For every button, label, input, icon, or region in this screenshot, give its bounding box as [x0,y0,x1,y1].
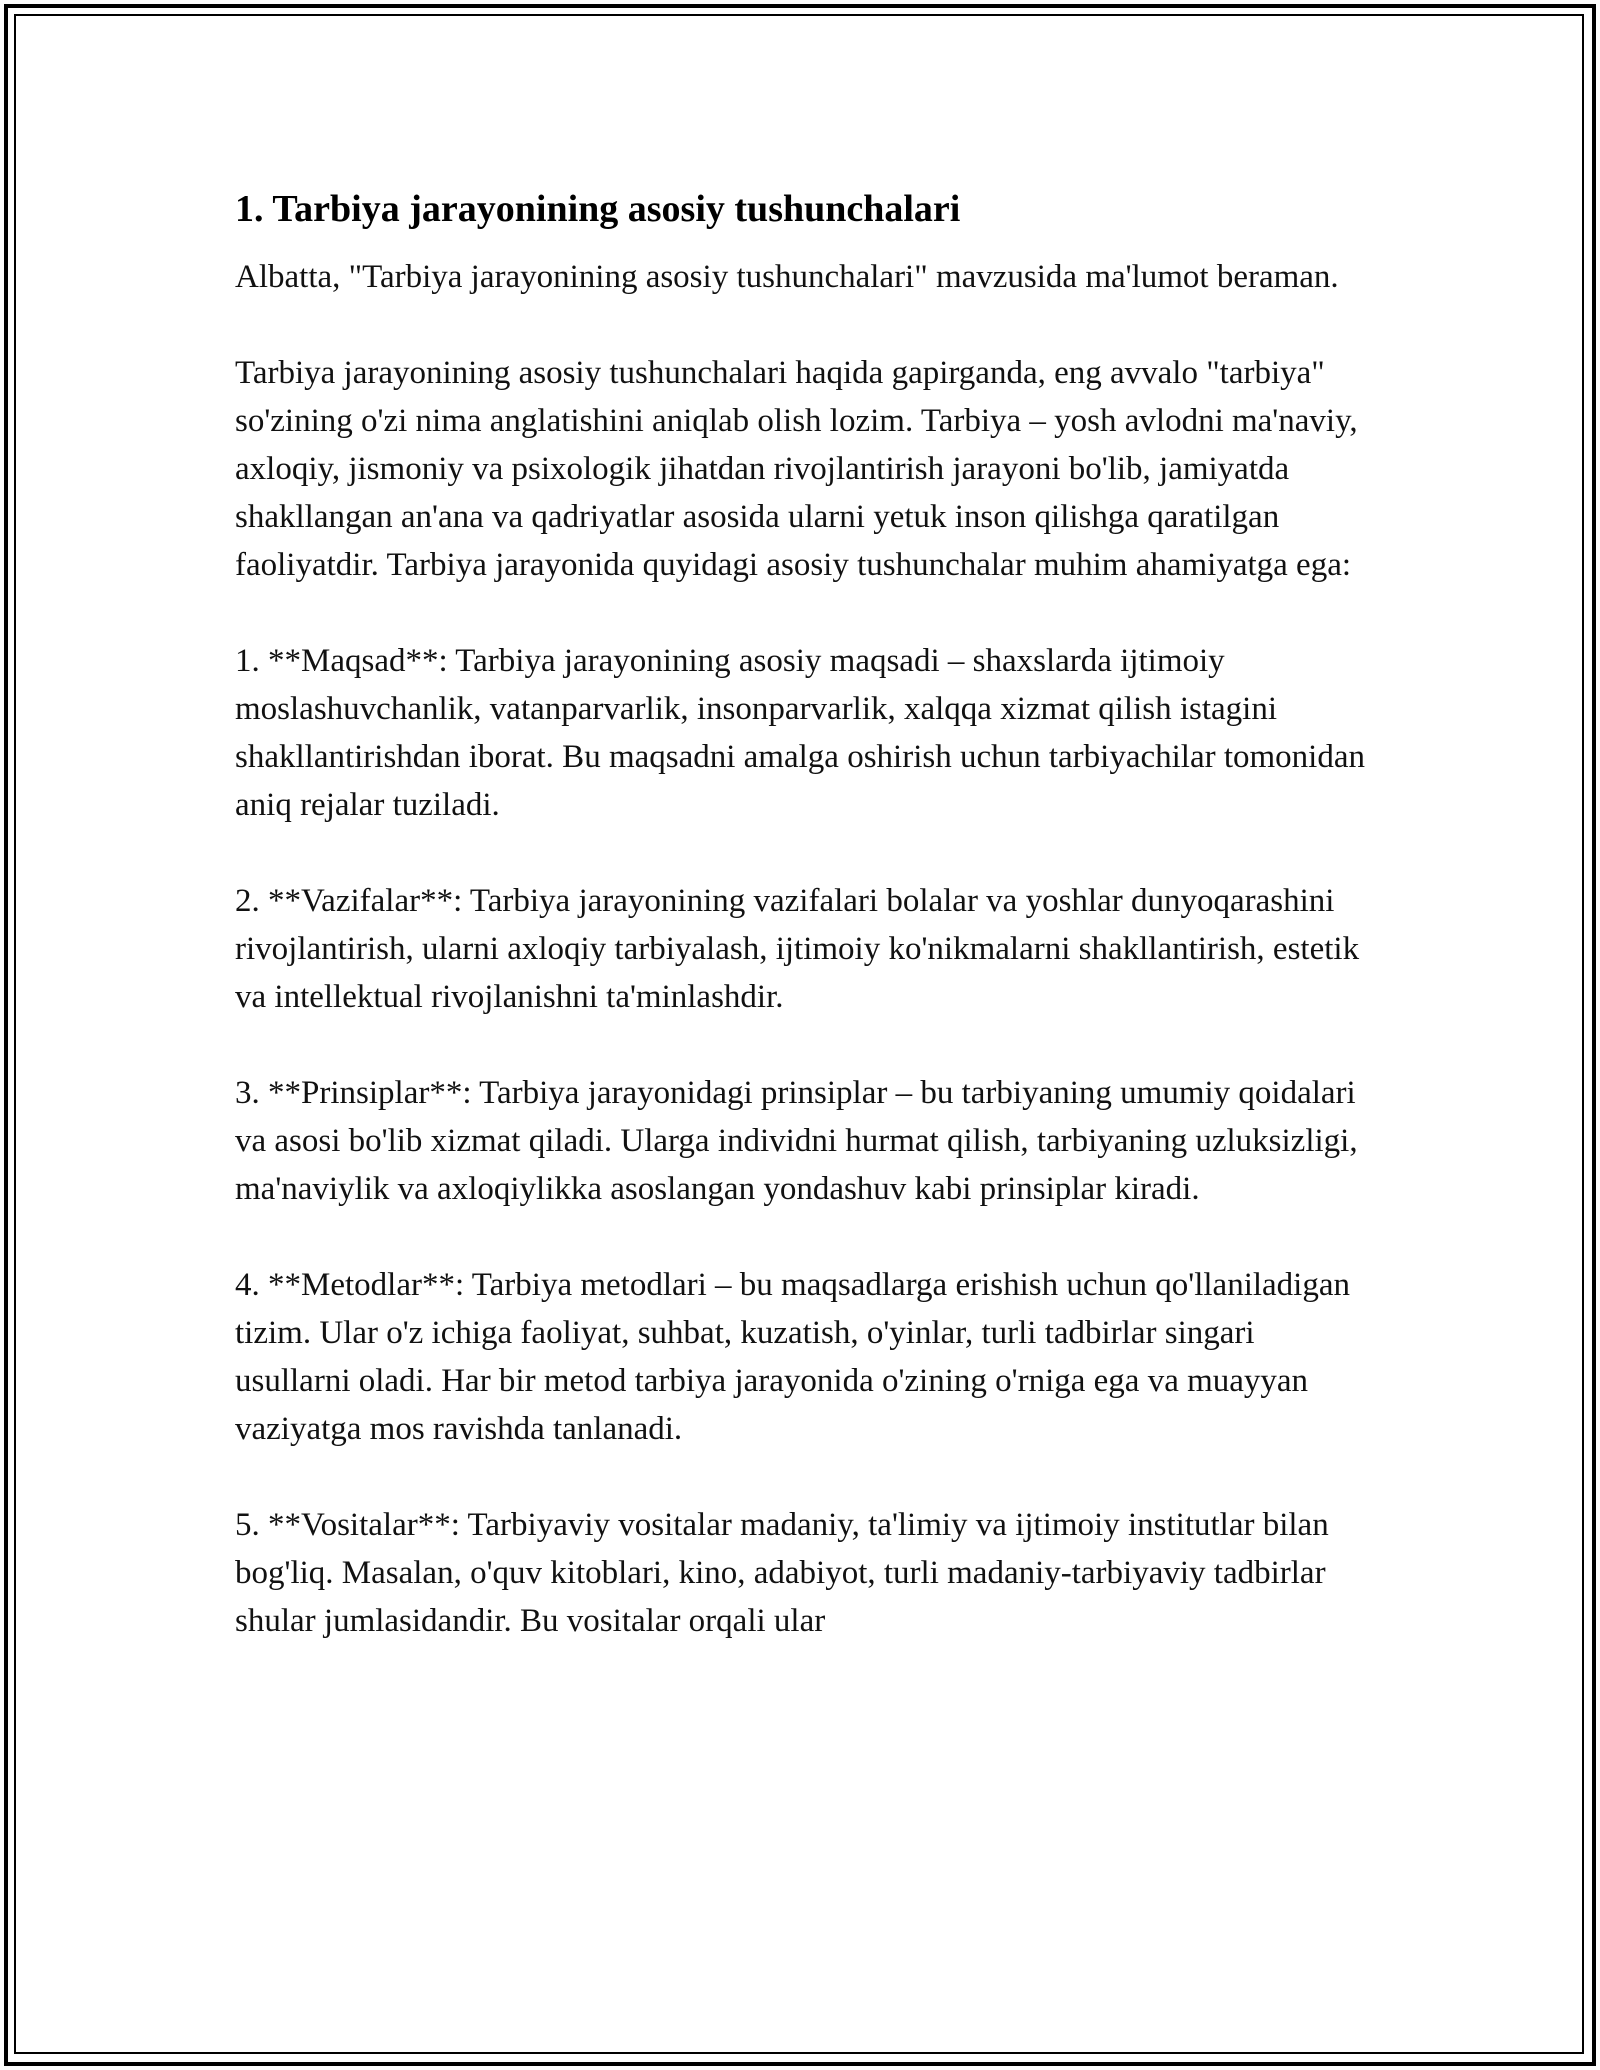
paragraph-vositalar: 5. **Vositalar**: Tarbiyaviy vositalar madaniy, ta'limiy va ijtimoiy institutlar bilan bog'liq. Masalan, o'quv kitoblari, kino, adabiyot, turli madaniy-tarbiyaviy tadbirlar shular jumlasidandir. Bu vositalar orqali ular [235,1507,1329,1639]
paragraph-metodlar: 4. **Metodlar**: Tarbiya metodlari – bu maqsadlarga erishish uchun qo'llaniladigan tizim. Ular o'z ichiga faoliyat, suhbat, kuzatish, o'yinlar, turli tadbirlar singari usullarni oladi. Har bir metod tarbiya jarayonida o'zining o'rniga ega va muayyan vaziyatga mos ravishda tanlanadi. [235,1267,1350,1447]
paragraph-vazifalar: 2. **Vazifalar**: Tarbiya jarayonining vazifalari bolalar va yoshlar dunyoqarashini rivojlantirish, ularni axloqiy tarbiyalash, ijtimoiy ko'nikmalarni shakllantirish, estetik va intellektual rivojlanishni ta'minlashdir. [235,883,1360,1015]
paragraph-intro: Albatta, "Tarbiya jarayonining asosiy tushunchalari" mavzusida ma'lumot beraman. [235,259,1339,295]
paragraph-definition: Tarbiya jarayonining asosiy tushunchalari haqida gapirganda, eng avvalo "tarbiya" so'zining o'zi nima anglatishini aniqlab olish lozim. Tarbiya – yosh avlodni ma'naviy, axloqiy, jismoniy va psixologik jihatdan rivojlantirish jarayoni bo'lib, jamiyatda shakllangan an'ana va qadriyatlar asosida ularni yetuk inson qilishga qaratilgan faoliyatdir. Tarbiya jarayonida quyidagi asosiy tushunchalar muhim ahamiyatga ega: [235,355,1358,583]
document-body [235,185,1375,1645]
paragraph-maqsad: 1. **Maqsad**: Tarbiya jarayonining asosiy maqsadi – shaxslarda ijtimoiy moslashuvchanlik, vatanparvarlik, insonparvarlik, xalqqa xizmat qilish istagini shakllantirishdan iborat. Bu maqsadni amalga oshirish uchun tarbiyachilar tomonidan aniq rejalar tuziladi. [235,643,1365,823]
paragraph-prinsiplar: 3. **Prinsiplar**: Tarbiya jarayonidagi prinsiplar – bu tarbiyaning umumiy qoidalari va asosi bo'lib xizmat qiladi. Ularga individni hurmat qilish, tarbiyaning uzluksizligi, ma'naviylik va axloqiylikka asoslangan yondashuv kabi prinsiplar kiradi. [235,1075,1358,1207]
document-heading: 1. Tarbiya jarayonining asosiy tushunchalari [235,188,961,230]
